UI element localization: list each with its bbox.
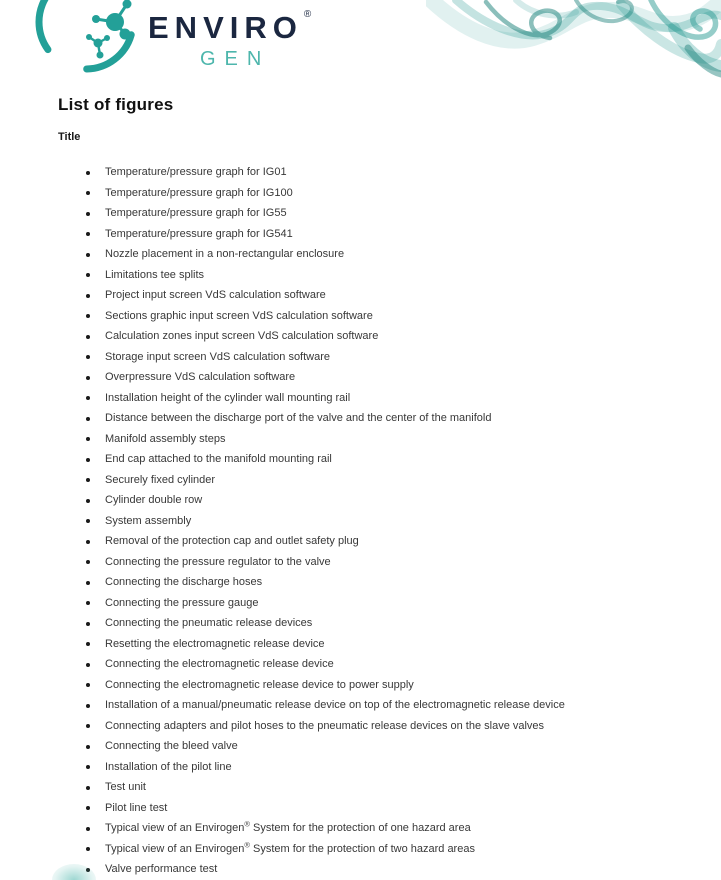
figure-item: Pilot line test <box>86 803 681 815</box>
figure-item: Typical view of an Envirogen® System for the protection of one hazard area <box>86 823 681 835</box>
figure-item: End cap attached to the manifold mounting rail <box>86 454 681 466</box>
figure-item: Test unit <box>86 782 681 794</box>
figure-item: Connecting the electromagnetic release device <box>86 659 681 671</box>
figure-item: Removal of the protection cap and outlet safety plug <box>86 536 681 548</box>
figure-item: Connecting the pressure regulator to the valve <box>86 557 681 569</box>
brand-logo <box>30 0 311 100</box>
figure-item: System assembly <box>86 516 681 528</box>
figure-item: Valve performance test <box>86 864 681 876</box>
figure-item: Project input screen VdS calculation software <box>86 290 681 302</box>
figure-item: Installation height of the cylinder wall mounting rail <box>86 393 681 405</box>
figure-item: Temperature/pressure graph for IG55 <box>86 208 681 220</box>
figure-item: Connecting the electromagnetic release device to power supply <box>86 680 681 692</box>
page-title: List of figures <box>58 95 174 114</box>
figure-item: Cylinder double row <box>86 495 681 507</box>
figure-item: Typical view of an Envirogen® System for the protection of two hazard areas <box>86 844 681 856</box>
figure-item: Sections graphic input screen VdS calculation software <box>86 311 681 323</box>
molecule-logo-icon <box>30 0 142 86</box>
figure-item: Overpressure VdS calculation software <box>86 372 681 384</box>
page-header <box>0 0 721 86</box>
figure-item: Securely fixed cylinder <box>86 475 681 487</box>
figure-item: Storage input screen VdS calculation software <box>86 352 681 364</box>
figure-item: Temperature/pressure graph for IG01 <box>86 167 681 179</box>
figure-item: Resetting the electromagnetic release device <box>86 639 681 651</box>
brand-subname: GEN <box>200 48 271 70</box>
document-content <box>0 95 721 876</box>
list-label: Title <box>58 131 81 143</box>
figure-item: Connecting the discharge hoses <box>86 577 681 589</box>
figure-item: Temperature/pressure graph for IG541 <box>86 229 681 241</box>
figure-item: Connecting adapters and pilot hoses to the pneumatic release devices on the slave valves <box>86 721 681 733</box>
figure-item: Limitations tee splits <box>86 270 681 282</box>
brand-name: ENVIRO <box>148 10 303 45</box>
figure-item: Distance between the discharge port of the valve and the center of the manifold <box>86 413 681 425</box>
figure-item: Installation of the pilot line <box>86 762 681 774</box>
figure-item: Temperature/pressure graph for IG100 <box>86 188 681 200</box>
figure-item: Installation of a manual/pneumatic release device on top of the electromagnetic release device <box>86 700 681 712</box>
brand-wordmark <box>148 9 312 70</box>
figure-item: Connecting the bleed valve <box>86 741 681 753</box>
figure-item: Calculation zones input screen VdS calculation software <box>86 331 681 343</box>
figure-item: Connecting the pneumatic release devices <box>86 618 681 630</box>
smoke-decoration <box>426 0 721 88</box>
figure-item: Nozzle placement in a non-rectangular enclosure <box>86 249 681 261</box>
figure-item: Connecting the pressure gauge <box>86 598 681 610</box>
figures-list <box>58 167 681 876</box>
figure-item: Manifold assembly steps <box>86 434 681 446</box>
registered-mark: ® <box>303 9 312 20</box>
